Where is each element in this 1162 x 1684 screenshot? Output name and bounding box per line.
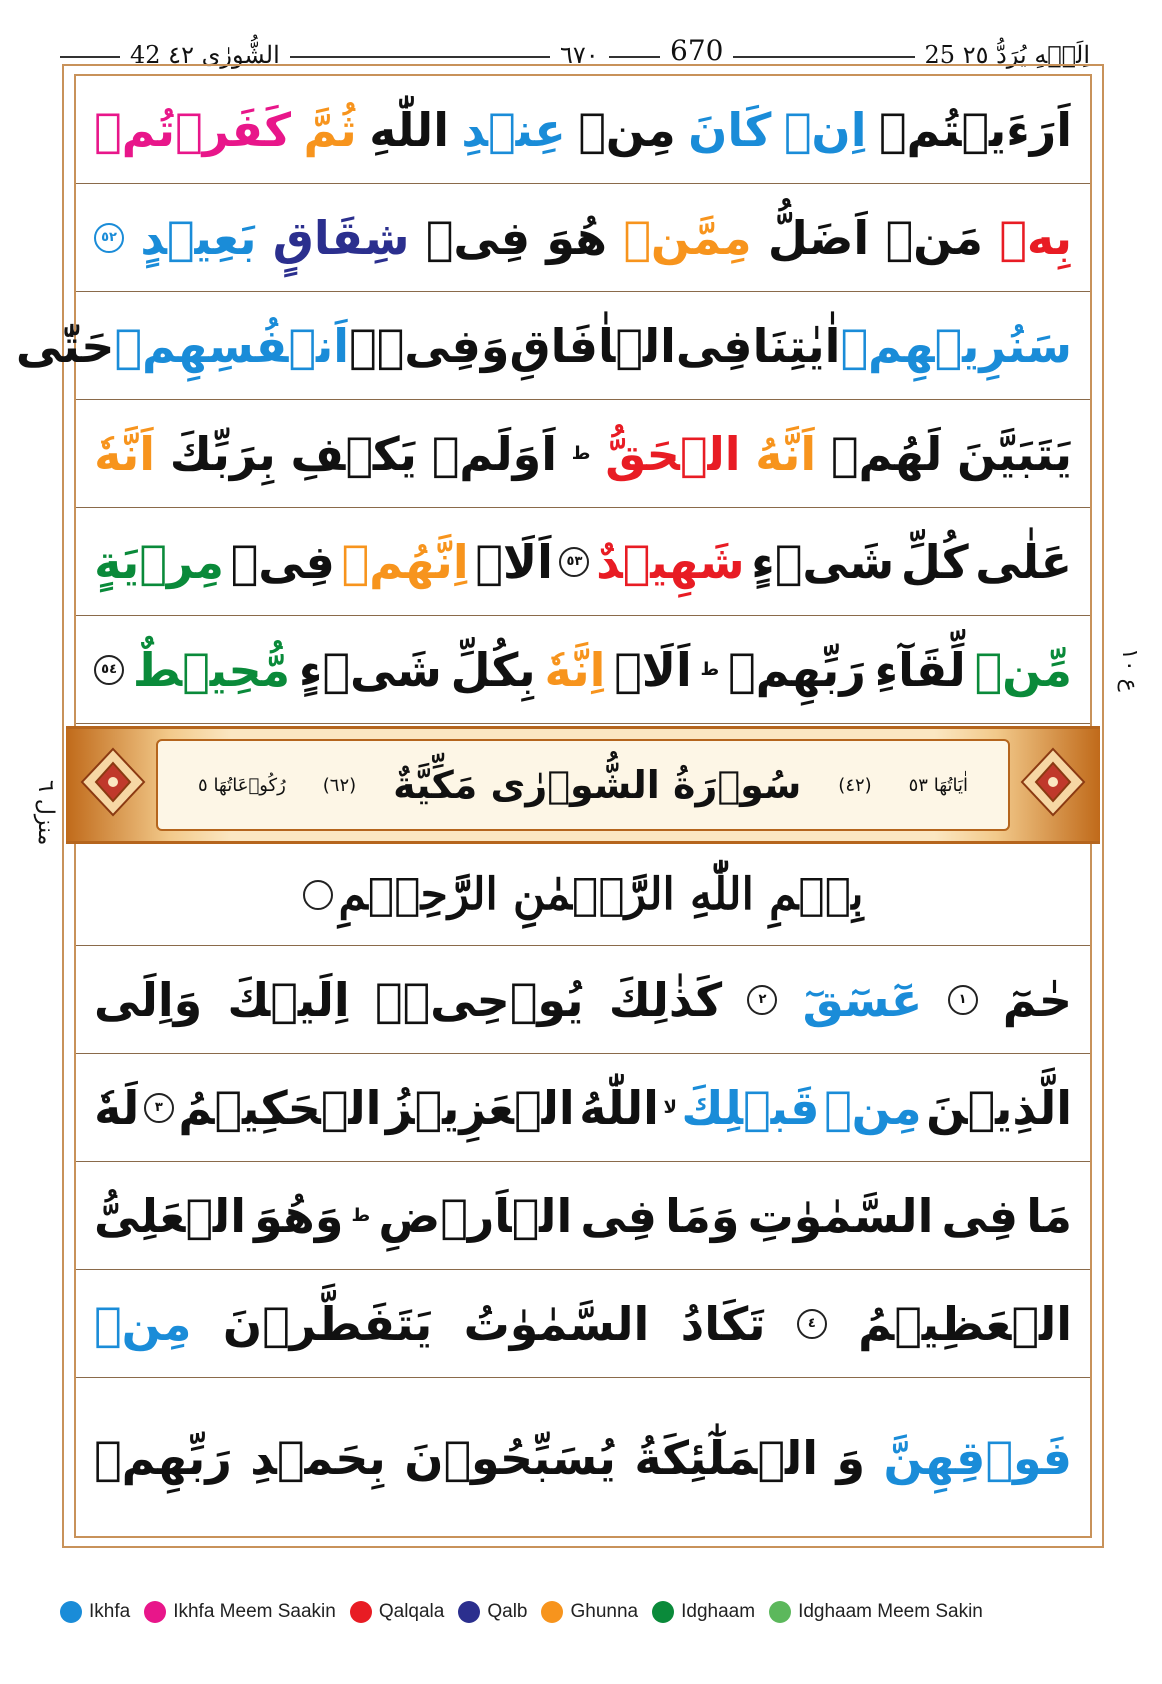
word: هُوَ — [546, 210, 608, 265]
word: اَرَءَيۡتُمۡ — [878, 102, 1072, 157]
word: اِلَيۡكَ — [227, 972, 350, 1027]
word: اَلَاۤ — [475, 534, 553, 589]
word: كُلِّ — [900, 534, 969, 589]
word: مَنۡ — [885, 210, 983, 265]
word: حٰمٓ — [1002, 972, 1072, 1027]
legend-label: Ghunna — [570, 1601, 639, 1622]
ayah-marker: ٥٣ — [559, 547, 589, 577]
word: مِنۡ — [824, 1080, 922, 1135]
word: قَبۡلِكَ — [681, 1080, 820, 1135]
word: اَنۡفُسِهِمۡ — [114, 318, 349, 373]
color-dot-icon — [541, 1601, 563, 1623]
text-line-5 — [76, 508, 1090, 616]
ayah-marker: ٥٤ — [94, 655, 124, 685]
word: الۡاٰفَاقِ — [509, 318, 676, 373]
text-line-2 — [76, 184, 1090, 292]
word: الۡعَظِيۡمُ — [858, 1296, 1072, 1351]
word: السَّمٰوٰتُ — [463, 1296, 650, 1351]
word: الۡاَرۡضِ — [378, 1188, 573, 1243]
word: الۡعَزِيۡزُ — [385, 1080, 575, 1135]
legend-label: Ikhfa Meem Saakin — [173, 1601, 336, 1622]
manzil-label: منزل ٦ — [33, 780, 58, 846]
word: يُوۡحِىۡۤ — [374, 972, 584, 1027]
word: يَكۡفِ — [290, 426, 417, 481]
ruku-count: رُكُوۡعَاتُهَا ٥ — [198, 774, 286, 796]
word: اِنَّهٗ — [544, 642, 606, 697]
color-dot-icon — [60, 1601, 82, 1623]
legend-item — [350, 1601, 445, 1623]
word: فِىۡ — [230, 534, 335, 589]
word: مِّنۡ — [974, 642, 1072, 697]
ayah-marker: ٢ — [747, 985, 777, 1015]
word: فِىۡ — [425, 210, 531, 265]
page-number-arabic: ٦٧٠ — [550, 38, 609, 72]
word: اِنۡ — [783, 102, 867, 157]
word: بِهٖ — [999, 210, 1072, 265]
word: وَ — [836, 1431, 866, 1485]
juz-label: 25 اِلَيۡهِ يُرَدُّ ٢٥ — [915, 38, 1100, 72]
legend-item — [60, 1601, 130, 1623]
word: وَاِلَى — [94, 972, 203, 1027]
legend-item — [144, 1601, 336, 1623]
color-dot-icon — [769, 1601, 791, 1623]
word: اِنَّهُمۡ — [341, 534, 469, 589]
ayah-marker: ٣ — [144, 1093, 174, 1123]
word: وَهُوَ — [254, 1188, 344, 1243]
legend-item — [541, 1601, 638, 1623]
word: لِّقَآءِ — [874, 642, 966, 697]
text-line-8 — [76, 946, 1090, 1054]
word: تَكَادُ — [680, 1296, 766, 1351]
word: بَعِيۡدٍ — [140, 210, 257, 265]
word: مُّحِيۡطٌ — [132, 642, 291, 697]
bismillah: بِسۡمِ اللّٰهِ الرَّحۡمٰنِ الرَّحِيۡمِ — [338, 869, 864, 920]
ornament-icon — [1018, 745, 1088, 819]
legend-label: Idghaam Meem Sakin — [798, 1601, 983, 1622]
word: شِقَاقٍ — [272, 210, 410, 265]
word: بِرَبِّكَ — [169, 426, 276, 481]
word: اٰيٰتِنَا — [752, 318, 841, 373]
text-line-4 — [76, 400, 1090, 508]
word: عٓسٓقٓ — [802, 972, 923, 1027]
legend-item — [769, 1601, 983, 1623]
ruku-mark: ع ١٠ — [1117, 648, 1142, 692]
legend-item — [458, 1601, 527, 1623]
revelation-order: (٦٢) — [322, 774, 357, 796]
color-dot-icon — [458, 1601, 480, 1623]
ayah-marker: ٤ — [797, 1309, 827, 1339]
word: السَّمٰوٰتِ — [747, 1188, 934, 1243]
word: يَتَفَطَّرۡنَ — [222, 1296, 433, 1351]
circle-icon — [303, 880, 333, 910]
bismillah-line — [76, 844, 1090, 946]
text-line-6 — [76, 616, 1090, 724]
surah-label: 42 الشُّورٰى ٤٢ — [120, 38, 290, 72]
word: اَنَّهُ — [755, 426, 817, 481]
word: فَوۡقِهِنَّ — [883, 1431, 1072, 1485]
word: لَهٗ — [94, 1080, 140, 1135]
text-line-11 — [76, 1270, 1090, 1378]
word: شَهِيۡدٌ — [596, 534, 745, 589]
word: الۡعَلِىُّ — [94, 1188, 246, 1243]
word: كَانَ — [688, 102, 772, 157]
word: شَىۡءٍ — [298, 642, 442, 697]
surah-title: سُوۡرَةُ الشُّوۡرٰى مَكِّيَّةٌ — [393, 763, 802, 807]
word: مِمَّنۡ — [623, 210, 752, 265]
word: مَا — [1026, 1188, 1072, 1243]
word: اَلَاۤ — [614, 642, 692, 697]
color-dot-icon — [652, 1601, 674, 1623]
waqf-mark: ط — [700, 659, 720, 680]
word: الۡحَكِيۡمُ — [178, 1080, 382, 1135]
surah-banner-panel — [156, 739, 1010, 831]
word: اَنَّهٗ — [94, 426, 156, 481]
text-line-3 — [15, 292, 1090, 400]
word: اَوَلَمۡ — [431, 426, 558, 481]
word: وَفِىۡۤ — [348, 318, 510, 373]
word: كَذٰلِكَ — [608, 972, 723, 1027]
word: حَتّٰى — [15, 318, 115, 373]
word: فِى — [580, 1188, 657, 1243]
waqf-mark: لا — [663, 1097, 677, 1118]
ayah-marker: ١ — [948, 985, 978, 1015]
surah-number: (٤٢) — [838, 774, 872, 796]
surah-banner — [66, 726, 1100, 844]
word: مِنۡ — [94, 1296, 192, 1351]
waqf-mark: ط — [571, 443, 591, 464]
ayah-marker: ٥٢ — [94, 223, 124, 253]
word: رَبِّهِمۡ — [94, 1431, 232, 1485]
word: الَّذِيۡنَ — [926, 1080, 1072, 1135]
word: رَبِّهِمۡ — [728, 642, 866, 697]
legend-label: Qalqala — [378, 1601, 445, 1622]
legend-label: Ikhfa — [89, 1601, 131, 1622]
word: عِنۡدِ — [461, 102, 566, 157]
word: عَلٰى — [975, 534, 1072, 589]
text-line-9 — [76, 1054, 1090, 1162]
word: شَىۡءٍ — [751, 534, 895, 589]
word: اللّٰهُ — [579, 1080, 659, 1135]
legend-item — [652, 1601, 755, 1623]
legend-label: Qalb — [487, 1601, 528, 1622]
word: بِكُلِّ — [450, 642, 536, 697]
ornament-icon — [78, 745, 148, 819]
word: بِحَمۡدِ — [250, 1431, 386, 1485]
word: يُسَبِّحُوۡنَ — [404, 1431, 616, 1485]
word: الۡحَقُّ — [605, 426, 741, 481]
waqf-mark: ط — [351, 1205, 371, 1226]
word: مِنۡ — [578, 102, 676, 157]
word: سَنُرِيۡهِمۡ — [840, 318, 1072, 373]
color-dot-icon — [350, 1601, 372, 1623]
word: ثُمَّ — [303, 102, 357, 157]
word: لَهُمۡ — [830, 426, 943, 481]
legend-label: Idghaam — [681, 1601, 756, 1622]
word: يَتَبَيَّنَ — [957, 426, 1072, 481]
word: مِرۡيَةٍ — [94, 534, 224, 589]
text-line-1 — [76, 76, 1090, 184]
word: فِى — [941, 1188, 1019, 1243]
word: كَفَرۡتُمۡ — [94, 102, 292, 157]
tajweed-legend — [60, 1592, 1100, 1632]
word: فِى — [675, 318, 753, 373]
text-line-10 — [76, 1162, 1090, 1270]
word: الۡمَلٰٓئِكَةُ — [634, 1431, 819, 1485]
color-dot-icon — [144, 1601, 166, 1623]
word: اللّٰهِ — [369, 102, 449, 157]
page-number: 670 — [660, 34, 733, 68]
text-line-12 — [76, 1378, 1090, 1538]
word: اَضَلُّ — [767, 210, 870, 265]
ayat-count: اٰيَاتُهَا ٥٣ — [908, 774, 968, 796]
word: وَمَا — [665, 1188, 740, 1243]
